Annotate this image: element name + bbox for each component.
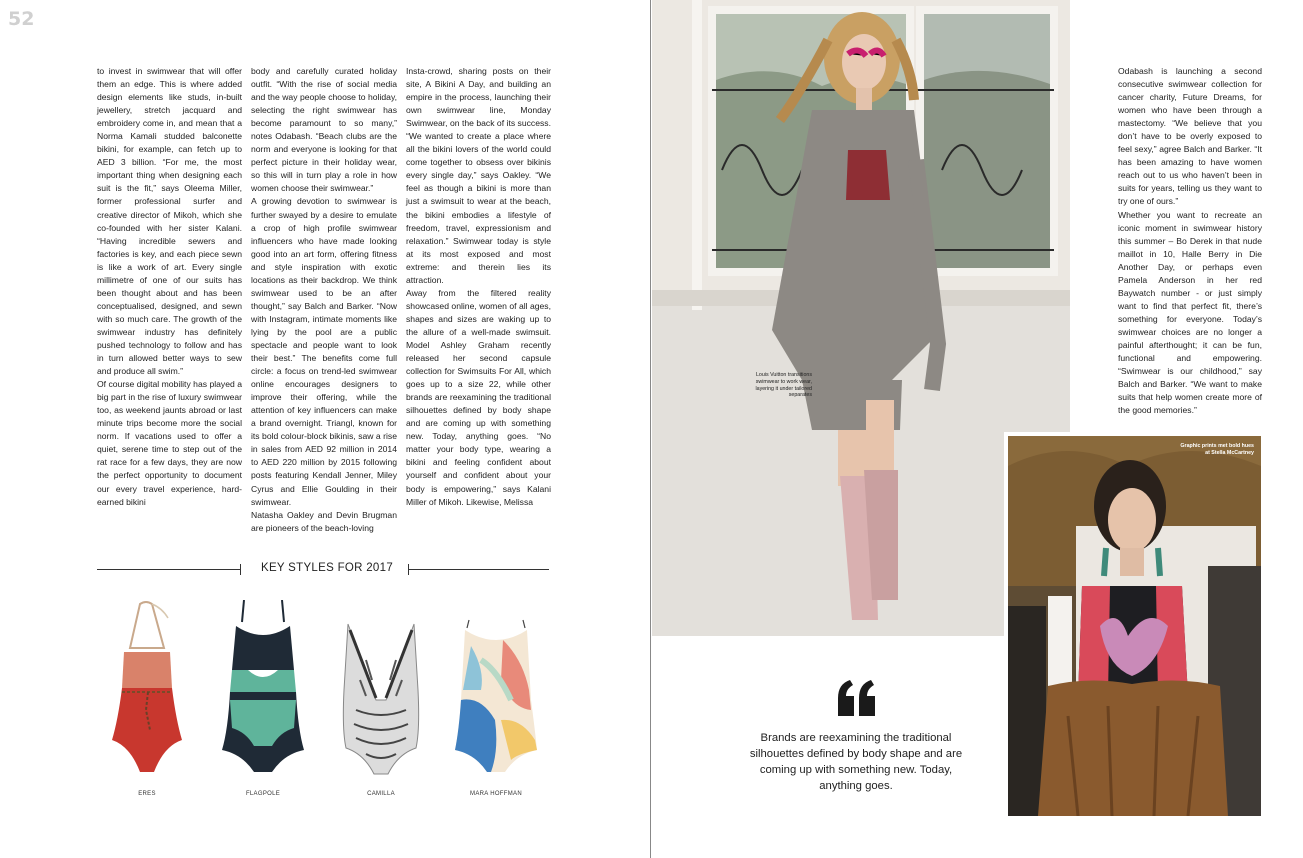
- caption-louis-vuitton: Louis Vuitton transitions swimwear to work wear, layering it under tailored separates: [755, 372, 812, 399]
- backstage-photo-stella-mccartney: [1008, 436, 1261, 816]
- article-column-4: [1118, 65, 1262, 417]
- article-paragraph: Of course digital mobility has played a big part in the rise of luxury swimwear too, as weekend jaunts abroad or last minute trips become more the social norm. If vacations used to offer a quiet, serene time to step out of the rat race for a few days, they are now the perfect opportunity to document our every travel experience, hard-earned bikini: [97, 379, 242, 507]
- article-column-3: [406, 65, 551, 509]
- article-paragraph: Whether you want to recreate an iconic moment in swimwear history this summer – Bo Derek in that nude maillot in 10, Halle Berry in Die Another Day, or perhaps even Pamela Anderson in her red Baywatch number - or just simply want to find that perfect fit, there’s something for everyone. Today’s swimwear choices are no longer a painful afterthought; it can be fun, functional and empowering. “Swimwear is our childhood,” say Balch and Barker. “We want to make suits that help women create more of the good memories.”: [1118, 209, 1262, 416]
- key-styles-header: [97, 560, 549, 578]
- article-paragraph: Insta-crowd, sharing posts on their site, A Bikini A Day, and building an empire in the process, launching their own swimwear line, Monday Swimwear, on the back of its success. “We wanted to create a place where all the bikini lovers of the world could come together to obsess over bikinis every single day,” says Oakley. “We feel as though a bikini is more than just a swimsuit to wear at the beach, the bikini embodies a lifestyle of freedom, travel, expressionism and relaxation.” Swimwear today is style at its most exposed and most extreme: and therein lies its attraction.: [406, 66, 551, 285]
- key-styles-title: KEY STYLES FOR 2017: [260, 562, 394, 574]
- swimsuit-mara-hoffman-image[interactable]: [451, 600, 541, 778]
- article-paragraph: Odabash is launching a second consecutive swimwear collection for cancer charity, Future Dreams, for women who have been through a mastectomy. “We believe that you don’t have to be overly exposed to feel sexy,” agree Balch and Barker. “It has been amazing to have women reach out to us who haven’t been in suits for years, telling us they want to try one of ours.”: [1118, 66, 1262, 207]
- swimsuit-label: CAMILLA: [367, 791, 395, 797]
- caption-stella-mccartney: Graphic prints met bold hues at Stella McCartney: [1180, 443, 1254, 456]
- swimsuit-camilla-image[interactable]: [336, 600, 426, 778]
- pull-quote: Brands are reexamining the traditional silhouettes defined by body shape and are coming up with something new. Today, anything goes.: [749, 732, 963, 792]
- page-spine: [650, 0, 651, 858]
- swimsuit-label: ERES: [138, 791, 156, 797]
- article-paragraph: Natasha Oakley and Devin Brugman are pioneers of the beach-loving: [251, 509, 397, 533]
- divider-tick: [240, 564, 241, 575]
- swimsuit-flagpole-image[interactable]: [218, 600, 308, 778]
- article-paragraph: to invest in swimwear that will offer them an edge. This is where added design elements like studs, in-built jewellery, stretch jacquard and embroidery come in, and mean that a Norma Kamali studded balconette bikini, for example, can fetch up to AED 3 billion. “For me, the most important thing when designing each suit is the fit,” says Oleema Miller, former professional surfer and creative director of Mikoh, which she co-founded with her sister Kalani. “Having incredible sewers and factories is key, and each piece sewn is like a work of art. Every single millimetre of one of our suits has been thought about and has been conceptualised, designed, and sewn with so much care. The growth of the swimwear industry has definitely pushed technology to follow and has in turn allowed better ways to sew and produce all swim.”: [97, 66, 242, 377]
- divider-right: [409, 569, 549, 570]
- article-column-2: [251, 65, 397, 535]
- article-paragraph: A growing devotion to swimwear is further swayed by a desire to emulate a crop of high profile swimwear influencers who have made looking good into an art form, offering fitness and style inspiration with exotic locations as their backdrop. We think swimwear used to be an after thought,” say Balch and Barker. “Now with Instagram, intimate moments like lying by the pool are a public spectacle and people want to look their best.” The benefits come full circle: a focus on trend-led swimwear online encourages designers to improve their offering, while the attention of key influencers can make a brand overnight. Triangl, known for its bold colour-block bikinis, saw a rise in sales from AED 92 million in 2014 to AED 220 million by 2015 following posts featuring Kendall Jenner, Miley Cyrus and Ellie Goulding in their swimwear.: [251, 196, 397, 507]
- divider-left: [97, 569, 240, 570]
- article-column-1: [97, 65, 242, 509]
- page-number: 52: [8, 8, 35, 30]
- article-paragraph: Away from the filtered reality showcased online, women of all ages, shapes and sizes are waking up to the allure of a well-made swimsuit. Model Ashley Graham recently released her second capsule collection for Swimsuits For All, which goes up to a size 22, while other brands are reexamining the traditional silhouettes defined by body shape and are coming up with something new. Today, anything goes. “No matter your body type, wearing a bikini and feeling confident about yourself and confident about your body is empowering,” says Kalani Miller of Mikoh. Likewise, Melissa: [406, 287, 551, 507]
- swimsuit-label: MARA HOFFMAN: [470, 791, 522, 797]
- swimsuit-eres-image[interactable]: [102, 600, 192, 778]
- swimsuit-label: FLAGPOLE: [245, 791, 281, 797]
- quote-mark-icon: [838, 680, 876, 716]
- article-paragraph: body and carefully curated holiday outfit. “With the rise of social media and the way people choose to holiday, selecting the right swimwear has become paramount to so many,” notes Odabash. “Beach clubs are the norm and everyone is looking for that perfect picture in their holiday wear, so this will in turn play a role in how women choose their swimwear.”: [251, 66, 397, 194]
